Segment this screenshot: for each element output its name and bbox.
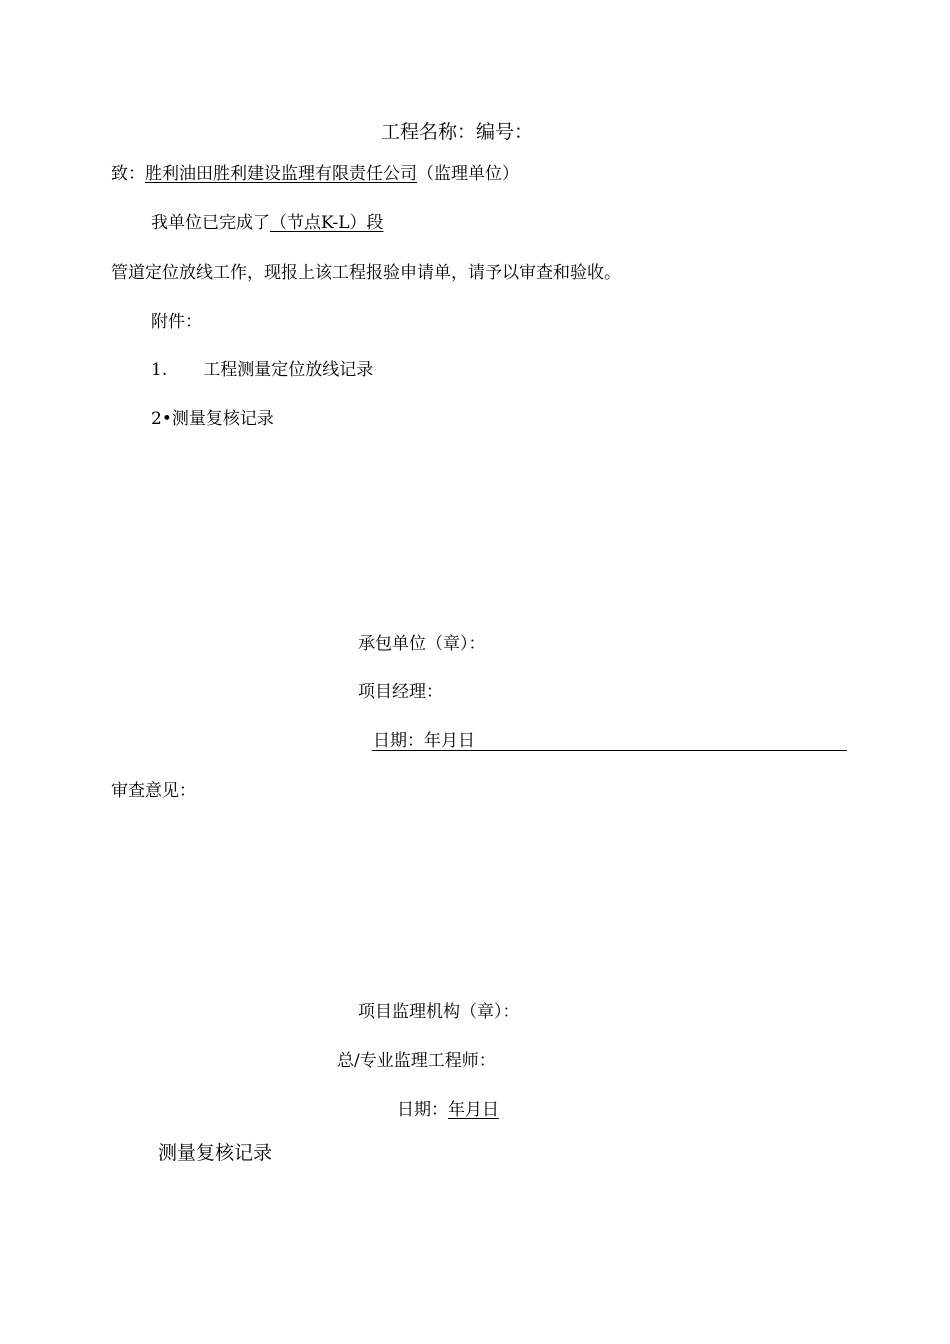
supervisor-date-label: 日期：: [397, 1100, 448, 1120]
attachment-item-2: 2•测量复核记录: [151, 409, 274, 429]
supervision-company: 胜利油田胜利建设监理有限责任公司: [145, 164, 417, 184]
completion-section: （节点K-L）段: [270, 213, 384, 233]
attachment-item-1: [151, 358, 373, 382]
contractor-date-underline: [372, 750, 847, 751]
supervisor-date-value: 年月日: [448, 1100, 499, 1120]
contractor-date-value: 年月日: [424, 731, 475, 751]
addressee-role: （监理单位）: [417, 164, 519, 184]
addressee-line: [111, 162, 519, 186]
completion-prefix: 我单位已完成了: [151, 213, 270, 233]
project-manager-label: 项目经理：: [358, 682, 443, 702]
supervision-org-label: 项目监理机构（章）：: [358, 1002, 520, 1022]
contractor-date-label: 日期：: [373, 731, 424, 751]
supervisor-date: [397, 1098, 499, 1122]
supervising-engineer-label: 总/专业监理工程师：: [337, 1051, 496, 1071]
page-title: 工程名称：编号：: [381, 121, 534, 143]
review-opinion-label: 审查意见：: [111, 781, 196, 801]
attachment-item-1-text: 工程测量定位放线记录: [203, 360, 374, 380]
attachment-item-1-number: 1.: [151, 360, 168, 380]
request-statement: 管道定位放线工作，现报上该工程报验申请单，请予以审查和验收。: [111, 263, 621, 283]
attachments-label: 附件：: [151, 312, 202, 332]
contractor-unit-label: 承包单位（章）：: [358, 634, 486, 654]
completion-line: [151, 211, 384, 235]
survey-review-heading: 测量复核记录: [158, 1142, 273, 1164]
addressee-prefix: 致：: [111, 164, 145, 184]
